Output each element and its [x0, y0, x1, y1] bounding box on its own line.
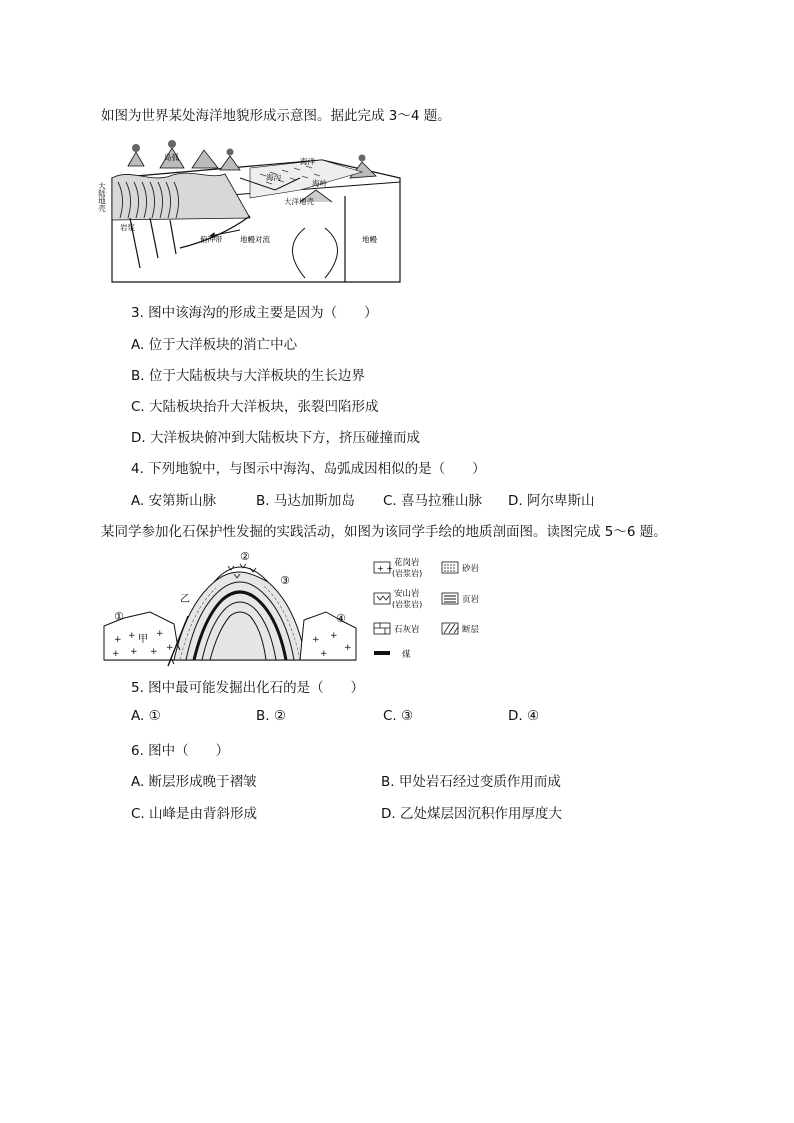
- label-point-1: ①: [114, 610, 124, 623]
- legend-andesite: 安山岩: [394, 589, 420, 599]
- svg-text:+: +: [114, 635, 122, 645]
- legend-granite: 花岗岩: [394, 558, 420, 568]
- q4-option-c[interactable]: C. 喜马拉雅山脉: [383, 493, 483, 509]
- svg-text:+: +: [112, 649, 120, 659]
- label-mantle-convection: 地幔对流: [240, 235, 270, 244]
- section2-intro: 某同学参加化石保护性发掘的实践活动，如图为该同学手绘的地质剖面图。读图完成 5～6 题。: [101, 524, 667, 540]
- label-ocean: 海洋: [300, 157, 315, 166]
- q4-stem: 4. 下列地貌中，与图示中海沟、岛弧成因相似的是（ ）: [131, 461, 486, 477]
- label-point-2: ②: [240, 550, 250, 563]
- label-ridge: 海岭: [312, 179, 327, 188]
- label-continental-crust: 大陆地壳: [97, 182, 107, 212]
- label-point-3: ③: [280, 574, 290, 587]
- q5-option-c[interactable]: C. ③: [383, 708, 414, 724]
- label-subduction-zone: 俯冲带: [200, 235, 223, 244]
- label-magma: 岩浆: [120, 223, 135, 232]
- q6-option-b[interactable]: B. 甲处岩石经过变质作用而成: [381, 774, 561, 790]
- svg-text:+: +: [130, 647, 138, 657]
- label-point-4: ④: [336, 612, 346, 625]
- q3-option-a[interactable]: A. 位于大洋板块的消亡中心: [131, 337, 298, 353]
- label-trench: 海沟: [266, 173, 281, 182]
- legend-sandstone: 砂岩: [462, 564, 480, 574]
- svg-text:+: +: [330, 631, 338, 641]
- geology-legend: [372, 556, 512, 664]
- q4-option-d[interactable]: D. 阿尔卑斯山: [508, 493, 595, 509]
- legend-limestone: 石灰岩: [394, 625, 420, 635]
- q6-stem: 6. 图中（ ）: [131, 743, 230, 759]
- svg-text:+: +: [320, 649, 328, 659]
- q5-option-b[interactable]: B. ②: [256, 708, 286, 724]
- label-jia: 甲: [138, 634, 148, 645]
- label-island-arc: 岛弧: [164, 153, 179, 162]
- svg-text:+ +: + +: [377, 564, 393, 573]
- svg-text:+: +: [312, 635, 320, 645]
- section1-intro: 如图为世界某处海洋地貌形成示意图。据此完成 3～4 题。: [101, 108, 451, 124]
- svg-text:+: +: [344, 643, 352, 653]
- label-mantle: 地幔: [362, 235, 377, 244]
- q3-option-c[interactable]: C. 大陆板块抬升大洋板块，张裂凹陷形成: [131, 399, 379, 415]
- q6-option-c[interactable]: C. 山峰是由背斜形成: [131, 806, 258, 822]
- q3-option-d[interactable]: D. 大洋板块俯冲到大陆板块下方，挤压碰撞而成: [131, 430, 420, 446]
- q6-option-a[interactable]: A. 断层形成晚于褶皱: [131, 774, 257, 790]
- svg-text:+: +: [156, 629, 164, 639]
- q4-option-b[interactable]: B. 马达加斯加岛: [256, 493, 355, 509]
- geology-cross-section-figure: [100, 546, 360, 666]
- label-oceanic-crust: 大洋地壳: [284, 197, 314, 206]
- q3-stem: 3. 图中该海沟的形成主要是因为（ ）: [131, 305, 378, 321]
- q4-option-a[interactable]: A. 安第斯山脉: [131, 493, 217, 509]
- legend-andesite-sub: (岩浆岩): [392, 600, 423, 609]
- legend-granite-sub: (岩浆岩): [392, 569, 423, 578]
- svg-text:+: +: [150, 647, 158, 657]
- label-yi: 乙: [180, 594, 190, 605]
- q5-stem: 5. 图中最可能发掘出化石的是（ ）: [131, 680, 365, 696]
- q6-option-d[interactable]: D. 乙处煤层因沉积作用厚度大: [381, 806, 562, 822]
- legend-coal: 煤: [402, 650, 411, 660]
- svg-text:+: +: [166, 643, 174, 653]
- q5-option-a[interactable]: A. ①: [131, 708, 161, 724]
- q3-option-b[interactable]: B. 位于大陆板块与大洋板块的生长边界: [131, 368, 365, 384]
- legend-fault: 断层: [462, 625, 480, 635]
- ocean-landform-figure: [97, 138, 402, 288]
- svg-text:+: +: [128, 631, 136, 641]
- legend-shale: 页岩: [462, 595, 480, 605]
- q5-option-d[interactable]: D. ④: [508, 708, 540, 724]
